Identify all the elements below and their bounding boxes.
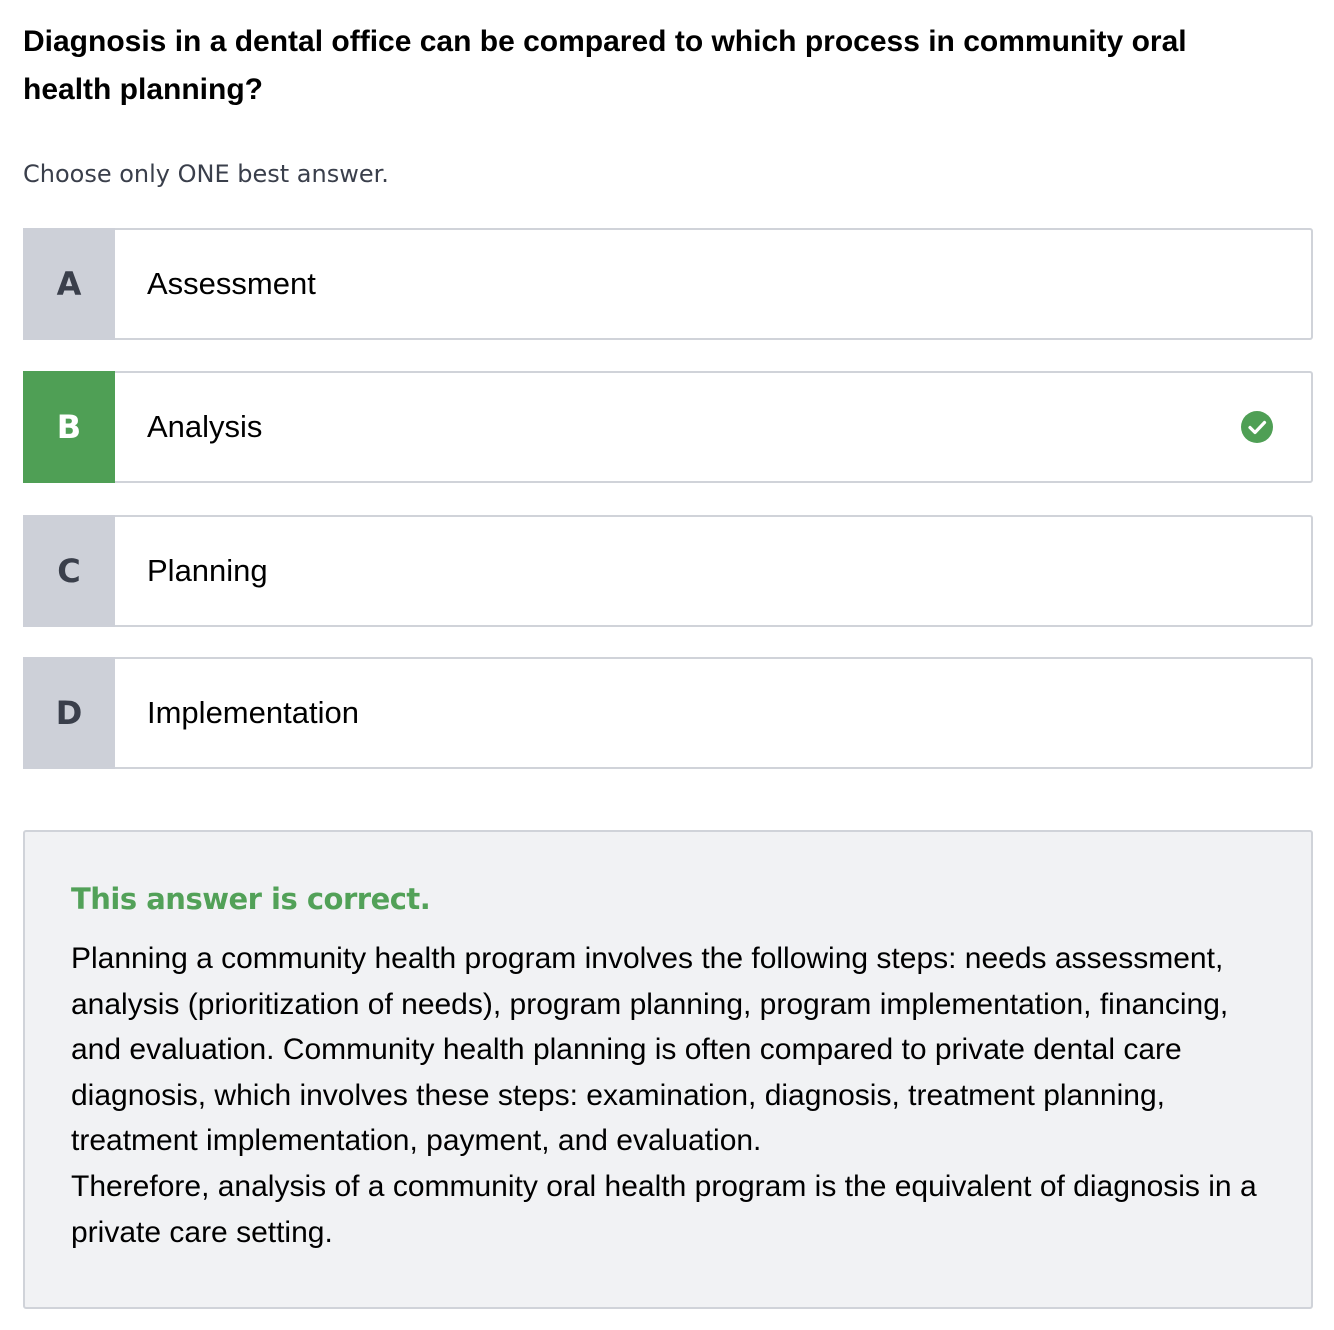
explanation-paragraph-2: Therefore, analysis of a community oral health program is the equivalent of diagnosis in a private care setting. [71, 1169, 1257, 1249]
option-label: Planning [147, 553, 268, 588]
option-a[interactable] [23, 228, 1313, 340]
check-circle-icon [1241, 411, 1273, 443]
option-label: Assessment [147, 266, 316, 301]
feedback-verdict: This answer is correct. [71, 882, 431, 916]
option-letter: D [23, 657, 115, 769]
feedback-panel [23, 830, 1313, 1309]
option-letter: C [23, 515, 115, 627]
option-label: Implementation [147, 695, 359, 730]
option-letter: B [23, 371, 115, 483]
explanation-paragraph-1: Planning a community health program involves the following steps: needs assessment, analysis (prioritization of needs), program planning, program implementation, financing, and evaluation. Community health planning is often compared to private dental care diagnosis, which involves these steps: examination, diagnosis, treatment planning, treatment implementation, payment, and evaluation. [71, 942, 1229, 1158]
option-b[interactable] [23, 371, 1313, 483]
feedback-explanation [71, 936, 1265, 1255]
option-label: Analysis [147, 409, 263, 444]
option-d[interactable] [23, 657, 1313, 769]
option-c[interactable] [23, 515, 1313, 627]
option-letter: A [23, 228, 115, 340]
answer-instruction: Choose only ONE best answer. [23, 160, 389, 188]
question-text: Diagnosis in a dental office can be compared to which process in community oral health planning? [23, 25, 1187, 106]
